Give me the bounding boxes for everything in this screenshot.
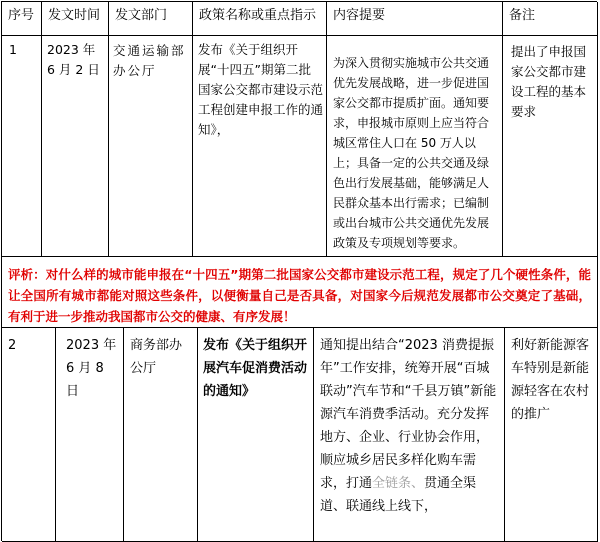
row1-policy: 发布《关于组织开展“十四五”期第二批国家公交都市建设示范工程创建申报工作的通知》， <box>193 36 327 257</box>
row1-dept: 交通运输部办公厅 <box>109 36 193 257</box>
row1-seq: 1 <box>2 36 42 257</box>
row2-content-faded: 全链条、 <box>372 476 425 491</box>
row2-content <box>314 328 505 542</box>
header-remarks: 备注 <box>503 2 598 36</box>
row1-content: 为深入贯彻实施城市公共交通优先发展战略，进一步促进国家公交都市提质扩面。通知要求，申报城市原则上应当符合城区常住人口在 50 万人以上；具备一定的公共交通及绿色出行发展基础，能够满足人民群众基本出行需求；已编制或出台城市公共交通优先发展政策及专项规划等要求。 <box>327 36 503 257</box>
comment-row: 评析：对什么样的城市能申报在“十四五”期第二批国家公交都市建设示范工程，规定了几个硬性条件，能让全国所有城市都能对照这些条件，以便衡量自己是否具备，对国家今后规范发展都市公交奠定了基础，有利于进一步推动我国都市公交的健康、有序发展！ <box>2 257 598 328</box>
row2-seq: 2 <box>2 328 56 542</box>
header-date: 发文时间 <box>42 2 109 36</box>
row2-content-tail: 贯通全渠道、联通线上线下， <box>320 476 477 514</box>
row2-dept: 商务部办公厅 <box>124 328 198 542</box>
policy-table <box>1 1 597 541</box>
row1-remarks: 提出了申报国家公交都市建设工程的基本要求 <box>503 36 598 257</box>
row2-content-main: 通知提出结合“2023 消费提振年”工作安排，统筹开展“百城联动”汽车节和“千县万镇”新能源汽车消费季活动。充分发挥地方、企业、行业协会作用，顺应城乡居民多样化购车需求，打通 <box>320 338 497 491</box>
row2-remarks: 利好新能源客车特别是新能源轻客在农村的推广 <box>505 328 598 542</box>
row1-date: 2023 年 6 月 2 日 <box>42 36 109 257</box>
header-policy: 政策名称或重点指示 <box>193 2 327 36</box>
header-dept: 发文部门 <box>109 2 193 36</box>
row2-date: 2023 年 6 月 8 日 <box>56 328 124 542</box>
row2-policy: 发布《关于组织开展汽车促消费活动的通知》 <box>198 328 314 542</box>
header-content: 内容提要 <box>327 2 503 36</box>
header-seq: 序号 <box>2 2 42 36</box>
